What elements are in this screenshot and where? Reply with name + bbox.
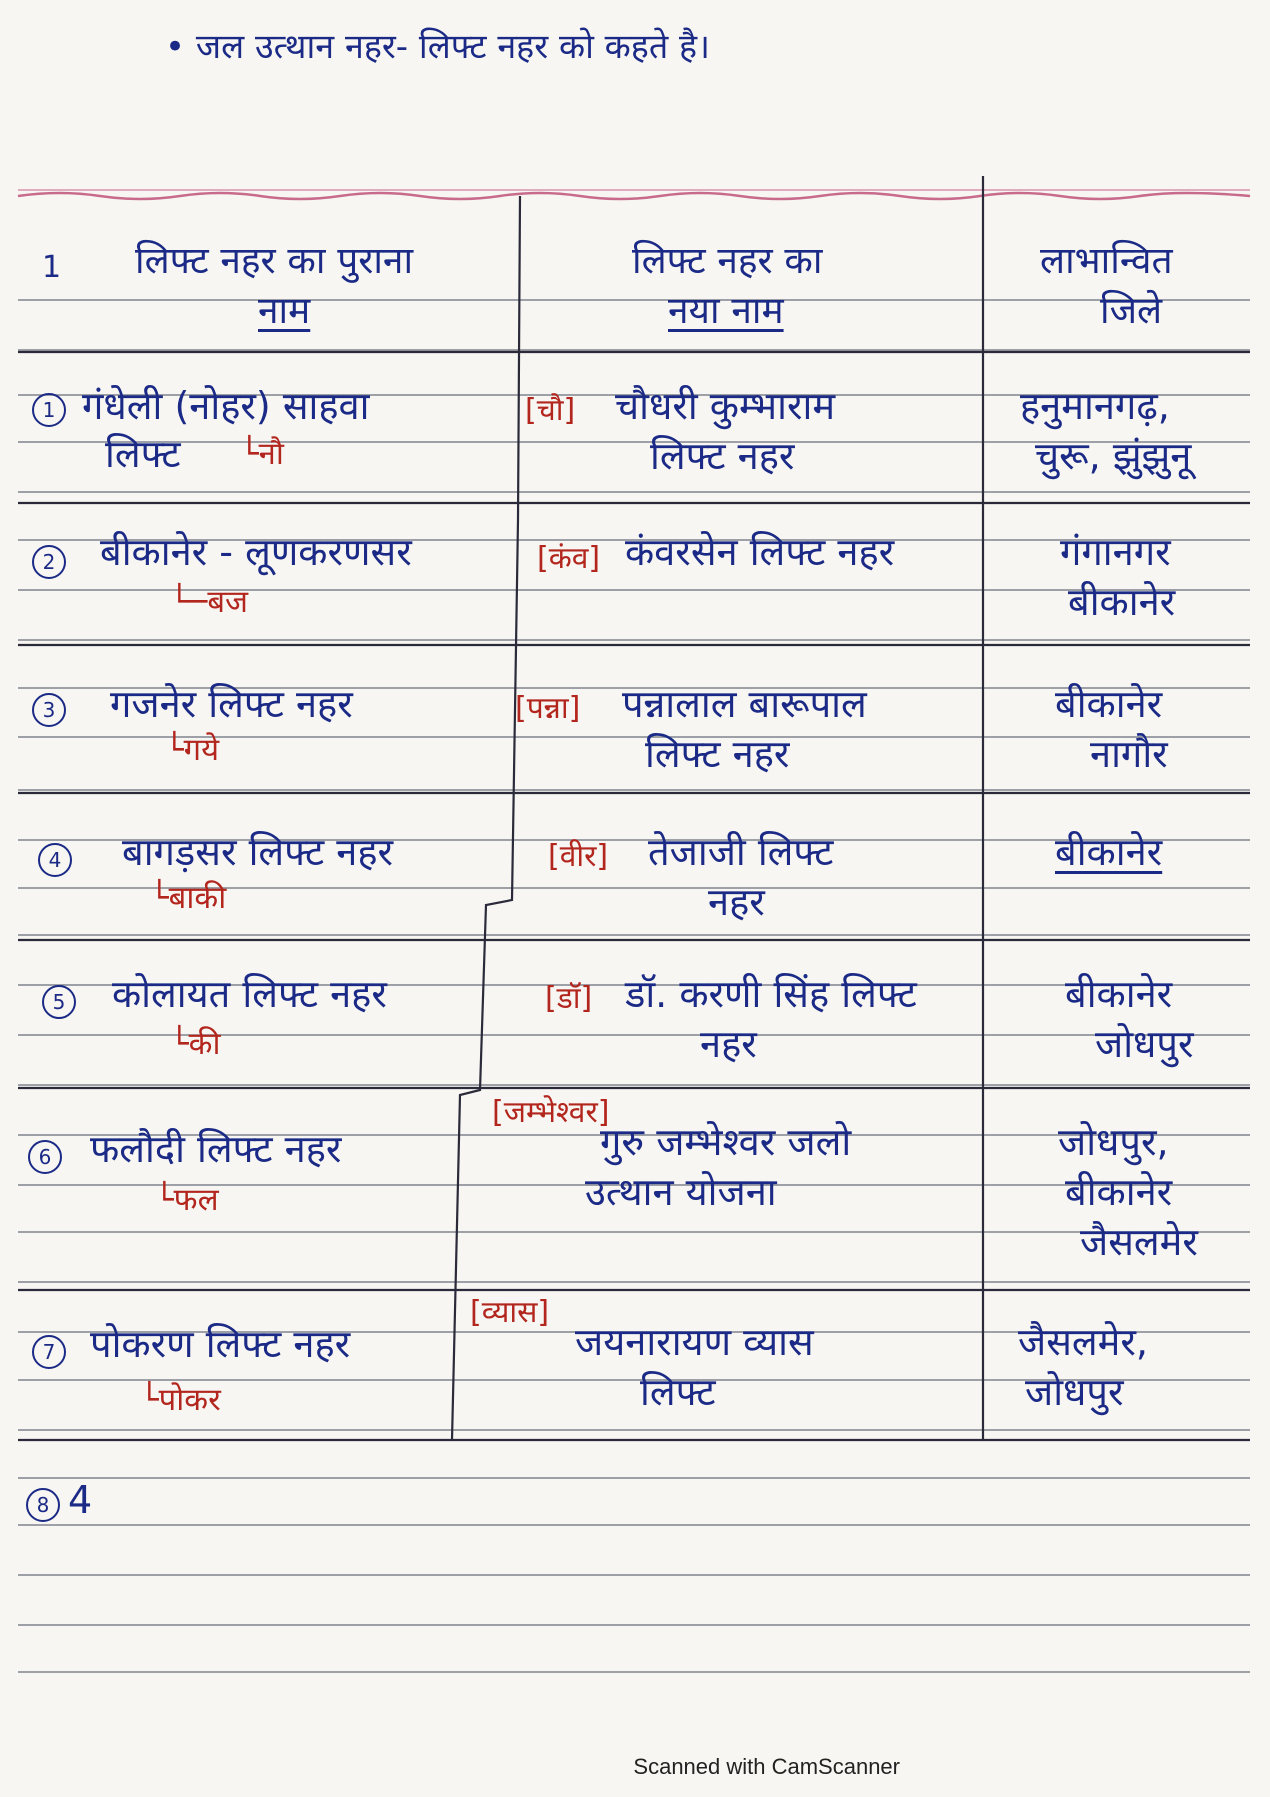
header-marker: 1 bbox=[42, 250, 62, 285]
district-line2: बीकानेर bbox=[1065, 1170, 1173, 1214]
scanner-watermark: Scanned with CamScanner bbox=[633, 1754, 900, 1779]
new-name-line2: लिफ्ट नहर bbox=[650, 434, 795, 478]
new-name-line1: तेजाजी लिफ्ट bbox=[648, 830, 834, 874]
header-new-name-line1: लिफ्ट नहर का bbox=[632, 239, 823, 282]
header-new-name-line2: नया नाम bbox=[668, 289, 784, 332]
mnemonic: └─बज bbox=[170, 584, 249, 620]
district-line1: बीकानेर bbox=[1065, 972, 1173, 1016]
new-name-line2: नहर bbox=[700, 1022, 757, 1066]
district-line1: जैसलमेर, bbox=[1018, 1320, 1148, 1364]
new-name-line2: लिफ्ट bbox=[640, 1370, 716, 1414]
old-name: बागड़सर लिफ्ट नहर bbox=[122, 830, 394, 874]
mnemonic: └पोकर bbox=[140, 1382, 221, 1418]
header-old-name-line2: नाम bbox=[258, 289, 311, 332]
mnemonic-tag: [जम्भेश्वर] bbox=[492, 1095, 610, 1130]
district-line1: जोधपुर, bbox=[1058, 1120, 1169, 1164]
old-name: पोकरण लिफ्ट नहर bbox=[90, 1322, 351, 1366]
old-name: बीकानेर - लूणकरणसर bbox=[100, 530, 412, 574]
mnemonic-tag: [व्यास] bbox=[470, 1295, 550, 1330]
district-line3: जैसलमेर bbox=[1080, 1220, 1198, 1264]
new-name-line1: चौधरी कुम्भाराम bbox=[615, 384, 836, 428]
old-name: फलौदी लिफ्ट नहर bbox=[90, 1127, 342, 1171]
old-name: गजनेर लिफ्ट नहर bbox=[110, 682, 353, 726]
mnemonic-tag: [वीर] bbox=[548, 839, 609, 874]
row-number: 3 bbox=[32, 693, 66, 727]
mnemonic: └बाकी bbox=[150, 880, 227, 916]
row-number: 2 bbox=[32, 545, 66, 579]
old-name: कोलायत लिफ्ट नहर bbox=[112, 972, 387, 1016]
district-line2: जोधपुर bbox=[1095, 1022, 1194, 1066]
district-line1: गंगानगर bbox=[1060, 530, 1171, 574]
mnemonic: └फल bbox=[155, 1182, 219, 1218]
district-line2: जोधपुर bbox=[1025, 1370, 1124, 1414]
header-old-name-line1: लिफ्ट नहर का पुराना bbox=[135, 239, 414, 282]
mnemonic-tag: [कंव] bbox=[537, 541, 601, 576]
new-name-line2: नहर bbox=[708, 880, 765, 924]
mnemonic: └नौ bbox=[240, 436, 284, 472]
district-line1: हनुमानगढ़, bbox=[1020, 384, 1170, 428]
mnemonic-tag: [डॉ] bbox=[545, 981, 593, 1016]
mnemonic: └की bbox=[170, 1026, 221, 1062]
new-name-line1: जयनारायण व्यास bbox=[575, 1320, 814, 1364]
top-note: • जल उत्थान नहर- लिफ्ट नहर को कहते है। bbox=[165, 27, 710, 67]
row-number: 8 bbox=[26, 1488, 60, 1522]
row-number: 6 bbox=[28, 1140, 62, 1174]
row-number: 5 bbox=[42, 985, 76, 1019]
new-name-line2: लिफ्ट नहर bbox=[645, 732, 790, 776]
trailing-text: 4 bbox=[68, 1478, 93, 1522]
row-number: 1 bbox=[32, 393, 66, 427]
district-line1: बीकानेर bbox=[1055, 830, 1163, 874]
district-line2: चुरू, झुंझुनू bbox=[1035, 434, 1192, 478]
district-line1: बीकानेर bbox=[1055, 682, 1163, 726]
mnemonic-tag: [चौ] bbox=[525, 393, 576, 428]
old-name: गंधेली (नोहर) साहवा bbox=[82, 384, 370, 428]
new-name-line1: गुरु जम्भेश्वर जलो bbox=[600, 1120, 852, 1164]
new-name-line1: पन्नालाल बारूपाल bbox=[622, 682, 867, 726]
header-district-line2: जिले bbox=[1100, 289, 1163, 332]
new-name-line1: डॉ. करणी सिंह लिफ्ट bbox=[625, 972, 917, 1016]
new-name-line2: उत्थान योजना bbox=[585, 1170, 777, 1214]
old-name-line2: लिफ्ट bbox=[105, 432, 181, 476]
mnemonic-tag: [पन्ना] bbox=[515, 691, 581, 726]
row-number: 7 bbox=[32, 1335, 66, 1369]
row-number: 4 bbox=[38, 843, 72, 877]
district-line2: नागौर bbox=[1090, 732, 1168, 776]
new-name-line1: कंवरसेन लिफ्ट नहर bbox=[625, 530, 895, 574]
district-line2: बीकानेर bbox=[1068, 580, 1176, 624]
header-district-line1: लाभान्वित bbox=[1040, 239, 1173, 282]
mnemonic: └गये bbox=[165, 732, 220, 768]
